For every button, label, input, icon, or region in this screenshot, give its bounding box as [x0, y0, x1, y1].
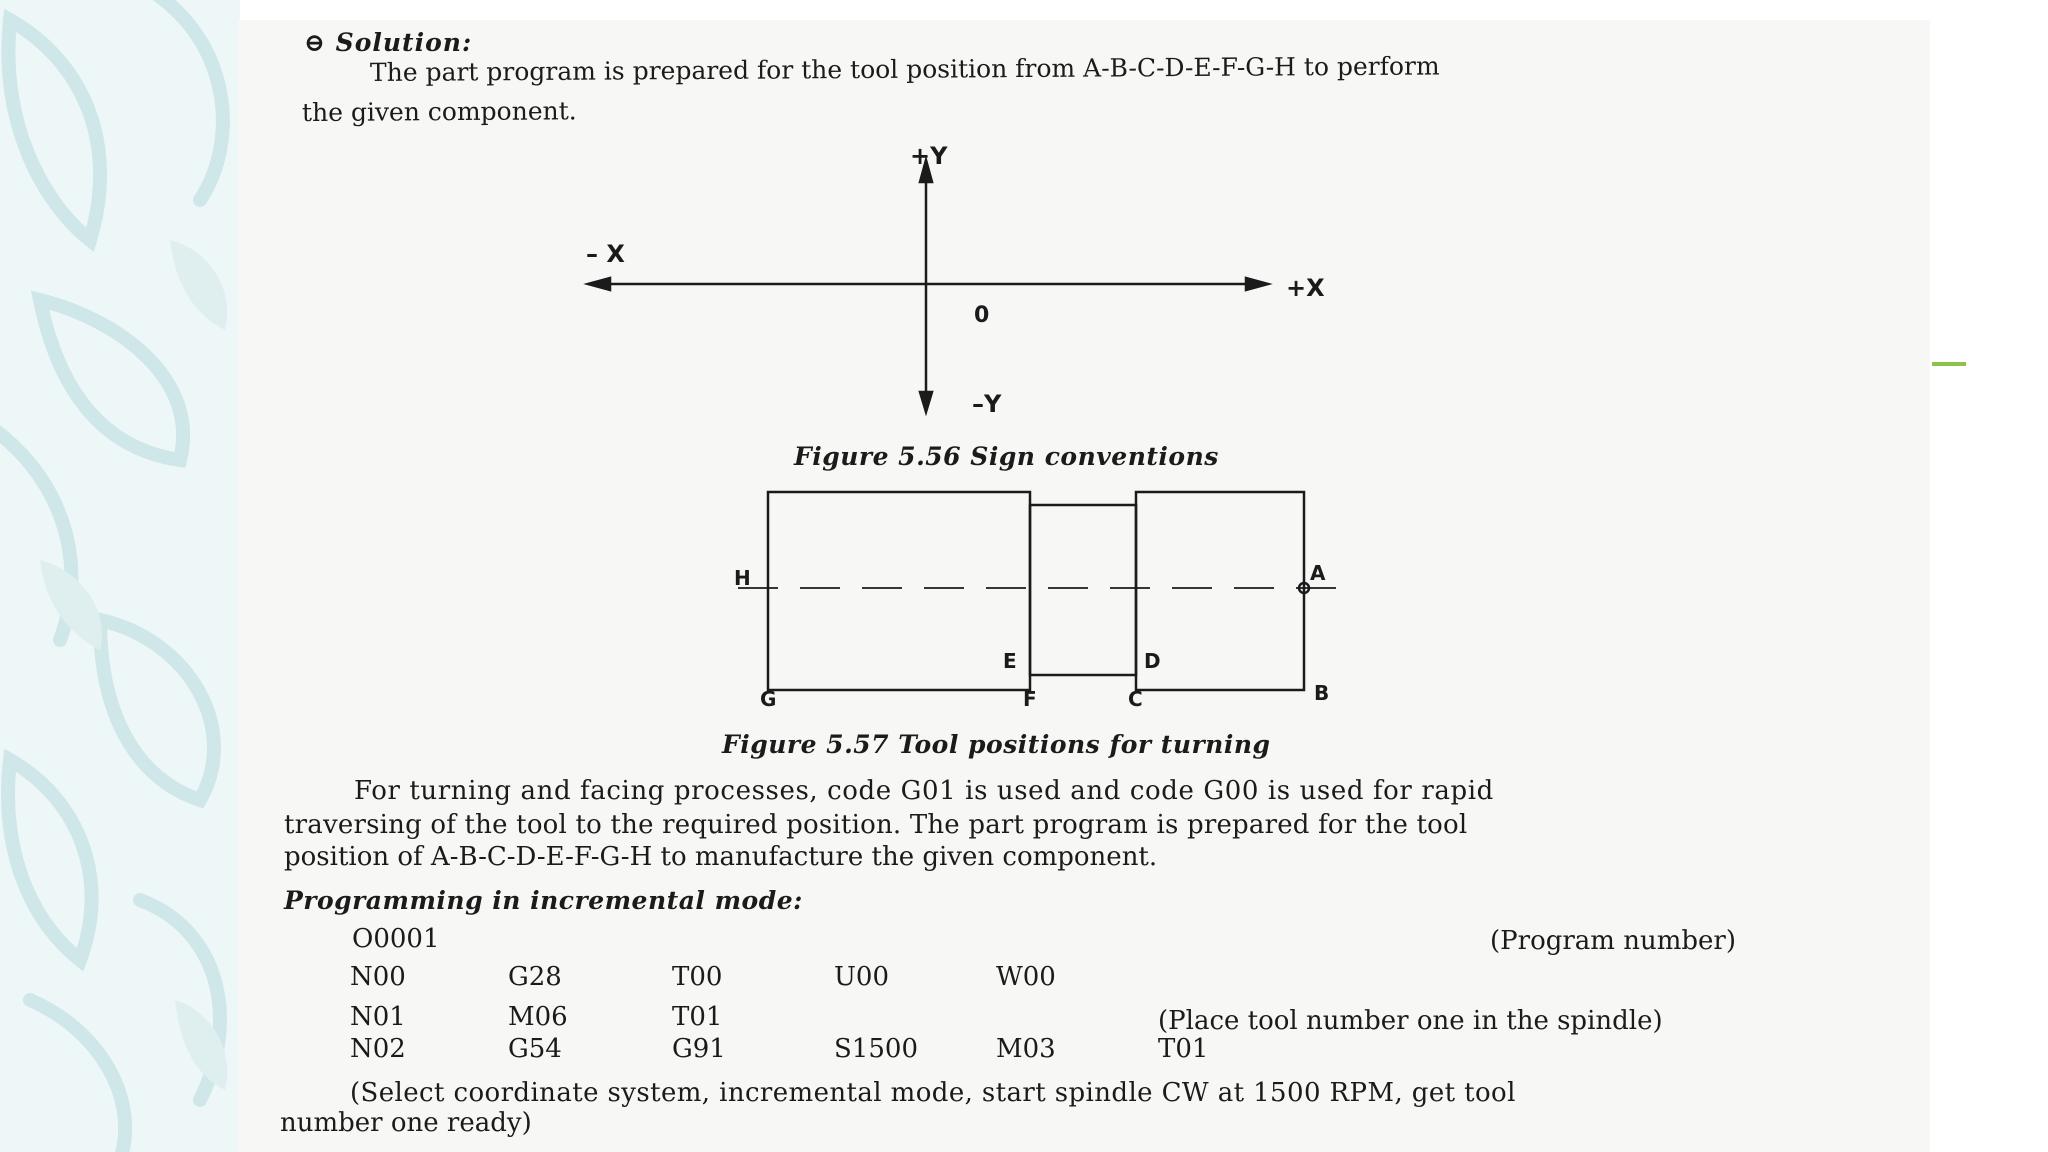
neg-y-arrowhead-icon — [920, 392, 932, 412]
right-block — [1136, 492, 1304, 690]
row-n01-c1: M06 — [508, 1002, 568, 1032]
point-g-label: G — [760, 687, 777, 711]
point-a-label: A — [1310, 561, 1326, 585]
row-n02-c4: M03 — [996, 1034, 1056, 1064]
row-n00-c3: U00 — [834, 962, 889, 992]
program-comment-line-2: number one ready) — [280, 1108, 532, 1138]
point-c-label: C — [1128, 687, 1143, 711]
program-number: O0001 — [352, 924, 440, 954]
row-n02-c1: G54 — [508, 1034, 562, 1064]
neck-block — [1030, 505, 1136, 675]
pos-x-arrowhead-icon — [1246, 278, 1268, 290]
row-n02-c3: S1500 — [834, 1034, 918, 1064]
point-b-label: B — [1314, 681, 1330, 705]
row-n02-note: T01 — [1158, 1034, 1209, 1064]
neg-x-label: – X — [586, 240, 625, 268]
row-n00-c2: T00 — [672, 962, 723, 992]
solution-bullet-icon: ⊖ — [304, 28, 336, 57]
row-n00-c1: G28 — [508, 962, 562, 992]
solution-label: Solution: — [335, 28, 473, 57]
row-n01-c2: T01 — [672, 1002, 723, 1032]
pos-x-label: +X — [1286, 274, 1325, 302]
intro-line-1: The part program is prepared for the tool position from A-B-C-D-E-F-G-H to perform — [369, 51, 1440, 87]
right-margin — [1930, 0, 2048, 1152]
program-number-note: (Program number) — [1490, 926, 1736, 956]
neg-y-label: –Y — [972, 390, 1002, 418]
sign-conventions-figure — [238, 20, 1930, 820]
neg-x-arrowhead-icon — [588, 278, 610, 290]
row-n01-note: (Place tool number one in the spindle) — [1158, 1006, 1663, 1036]
body-line-3: position of A-B-C-D-E-F-G-H to manufacture the given component. — [284, 842, 1158, 872]
figure-5-57-caption: Figure 5.57 Tool positions for turning — [722, 730, 1271, 759]
pos-y-label: +Y — [910, 142, 948, 170]
point-d-label: D — [1144, 649, 1161, 673]
point-f-label: F — [1023, 687, 1037, 711]
page-content — [238, 20, 1930, 1152]
row-n00-c4: W00 — [996, 962, 1056, 992]
body-line-1: For turning and facing processes, code G01 is used and code G00 is used for rapid — [354, 776, 1494, 806]
row-n01-n: N01 — [350, 1002, 406, 1032]
origin-label: 0 — [974, 303, 990, 328]
row-n02-n: N02 — [350, 1034, 406, 1064]
program-comment-line-1: (Select coordinate system, incremental mode, start spindle CW at 1500 RPM, get tool — [350, 1078, 1516, 1108]
intro-line-2: the given component. — [301, 96, 577, 127]
row-n00-n: N00 — [350, 962, 406, 992]
scanned-page — [238, 20, 1930, 1152]
leaf-pattern-icon — [0, 0, 240, 1152]
figure-5-56-caption: Figure 5.56 Sign conventions — [794, 442, 1219, 471]
point-h-label: H — [734, 566, 751, 590]
left-decoration — [0, 0, 240, 1152]
point-e-label: E — [1003, 649, 1017, 673]
body-line-2: traversing of the tool to the required position. The part program is prepared for the tool — [284, 810, 1468, 840]
row-n02-c2: G91 — [672, 1034, 726, 1064]
left-block — [768, 492, 1030, 690]
tool-positions-figure — [738, 492, 1338, 690]
accent-bar — [1932, 362, 1966, 366]
programming-heading: Programming in incremental mode: — [284, 886, 803, 915]
